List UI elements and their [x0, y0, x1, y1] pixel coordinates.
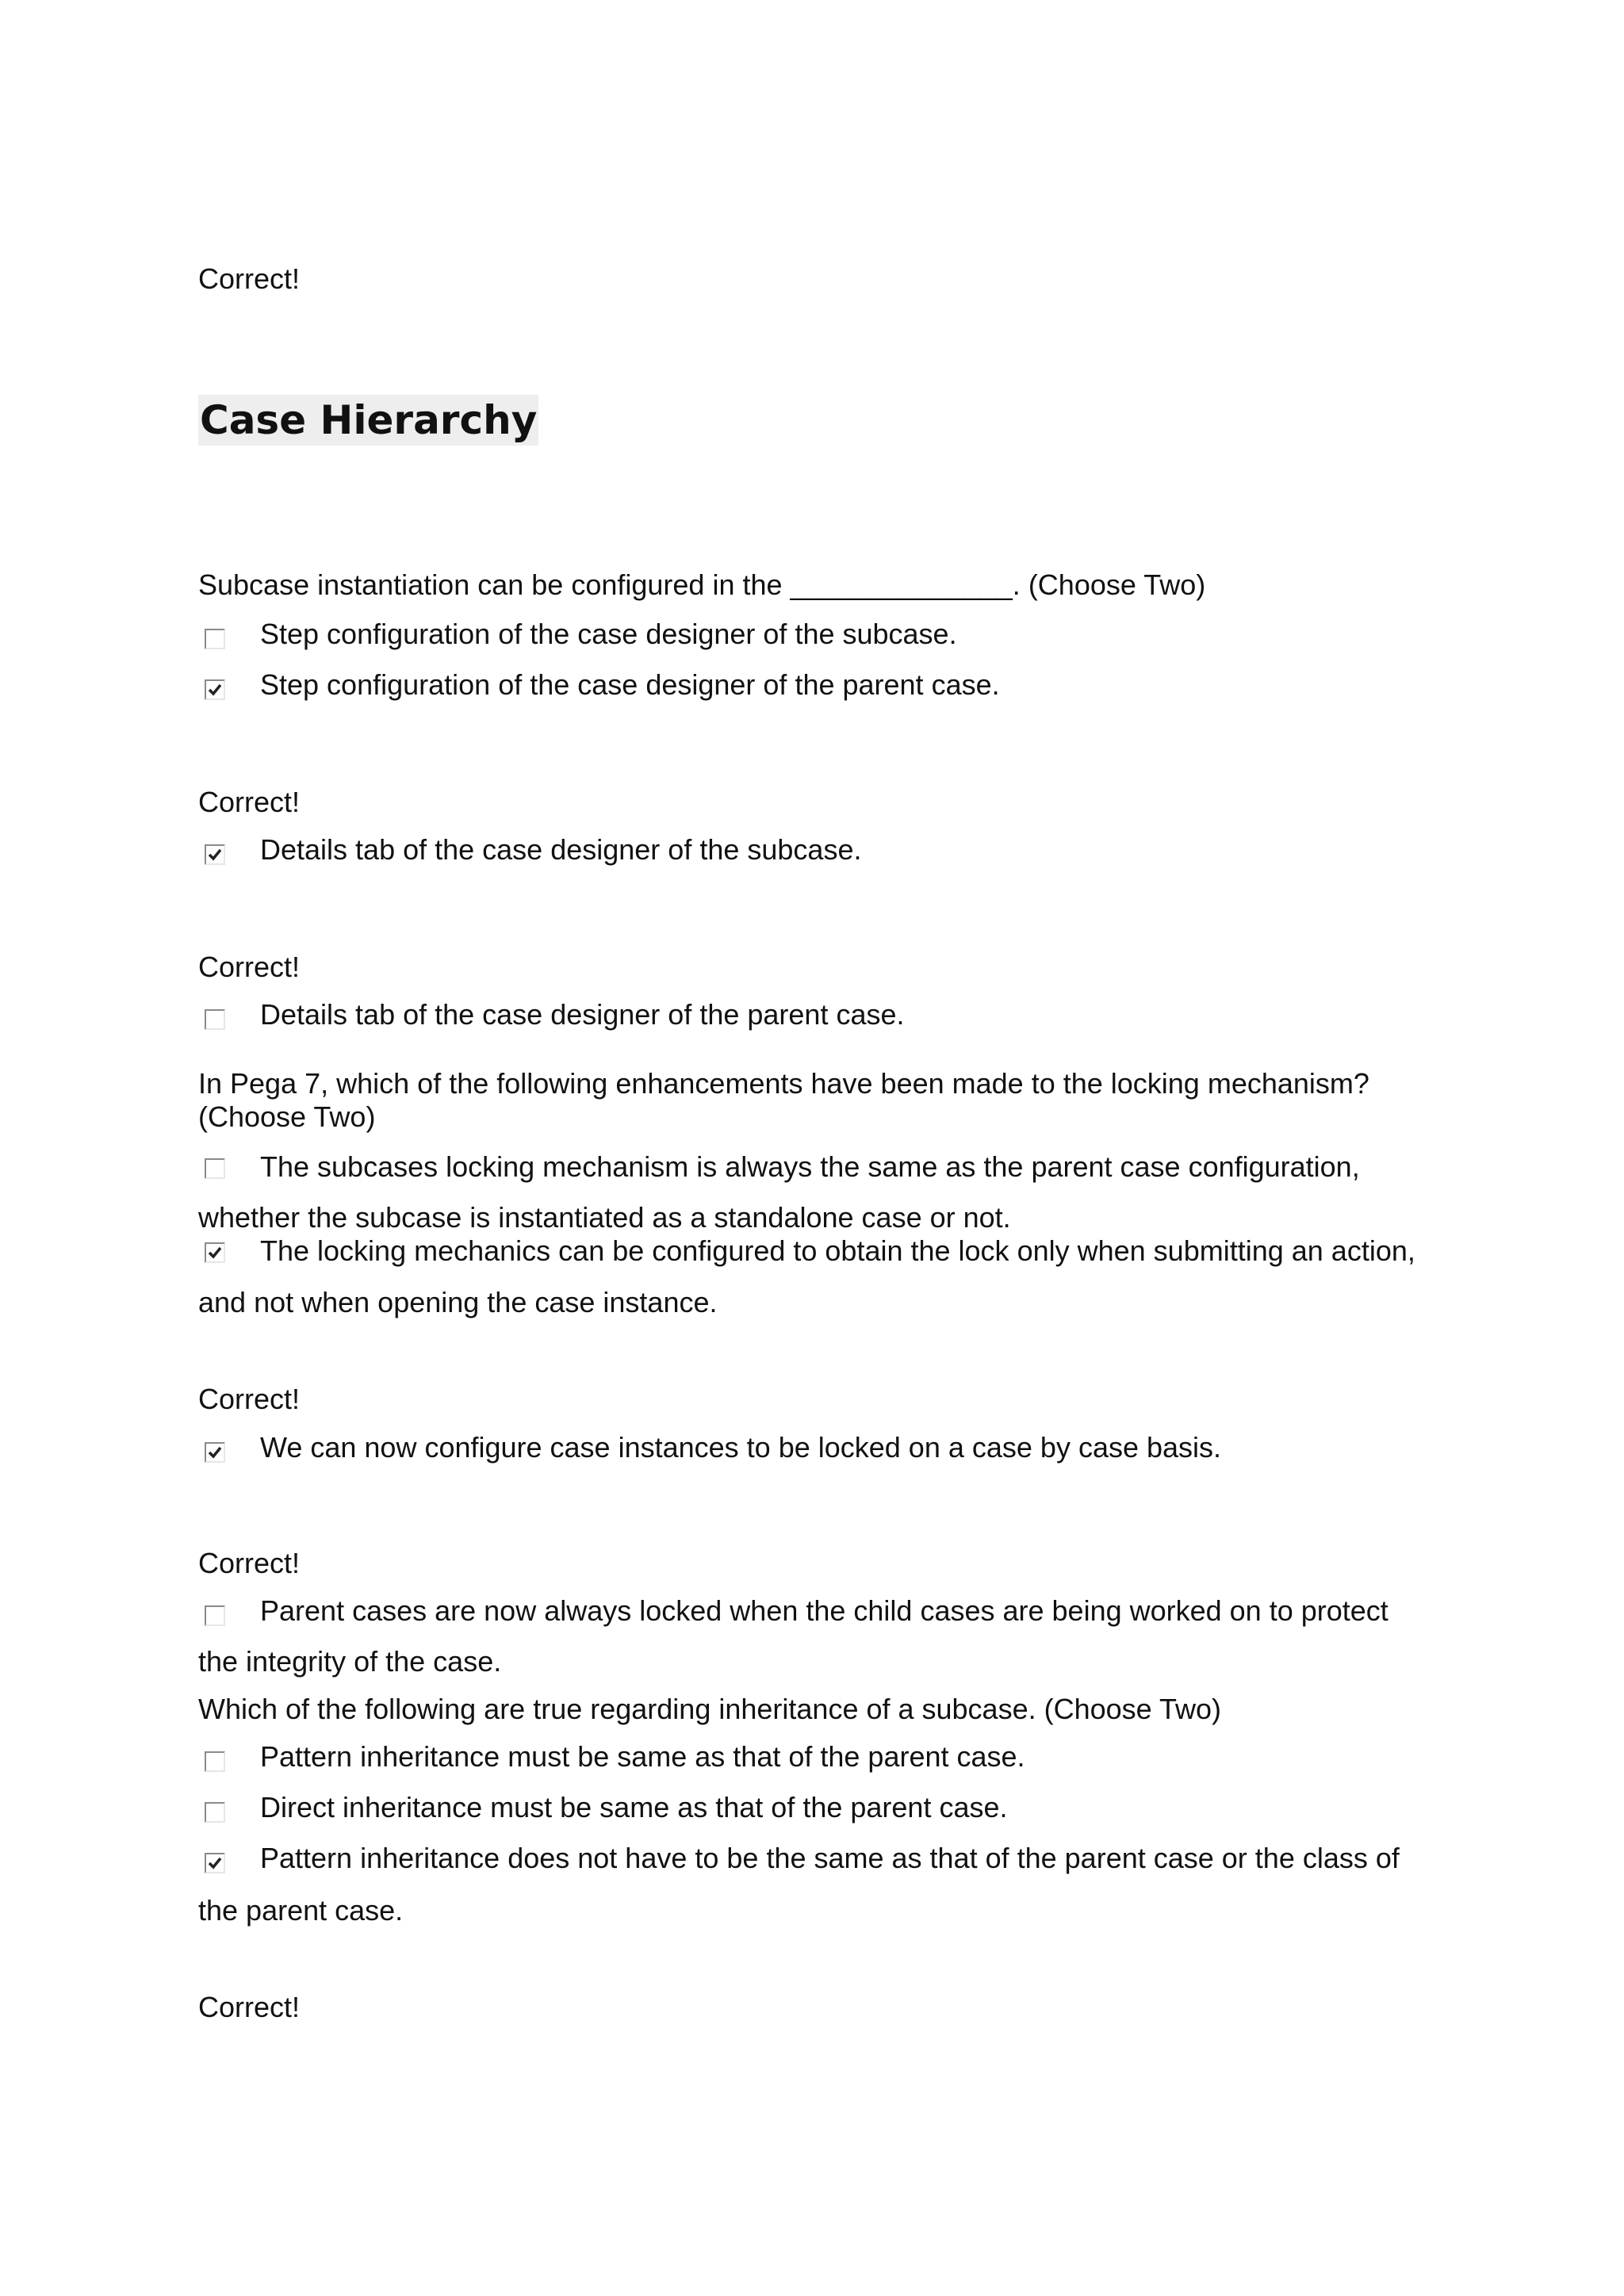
checkmark-icon: [207, 1855, 223, 1871]
q3-option-1-checkbox[interactable]: [205, 1751, 225, 1772]
q2-option-4-label-line-2: the integrity of the case.: [198, 1645, 502, 1678]
q2-option-3-checkbox[interactable]: [205, 1442, 225, 1463]
q2-option-2-label-line-2: and not when opening the case instance.: [198, 1286, 718, 1318]
q1-option-2-label: Step configuration of the case designer of the parent case.: [260, 668, 1000, 701]
q2-option-4-label-line-1: Parent cases are now always locked when the child cases are being worked on to protect: [260, 1594, 1388, 1627]
question-3-prompt: Which of the following are true regarding inheritance of a subcase. (Choose Two): [198, 1693, 1222, 1725]
question-2-prompt-line-1: In Pega 7, which of the following enhancements have been made to the locking mechanism?: [198, 1067, 1369, 1100]
question-2-prompt-line-2: (Choose Two): [198, 1100, 376, 1133]
q3-option-3-label-line-1: Pattern inheritance does not have to be the same as that of the parent case or the class of: [260, 1842, 1400, 1874]
q1-option-2-feedback: Correct!: [198, 786, 301, 818]
q3-option-3-label-line-2: the parent case.: [198, 1894, 404, 1927]
checkmark-icon: [207, 682, 223, 698]
q2-option-2-label-line-1: The locking mechanics can be configured to obtain the lock only when submitting an action,: [260, 1234, 1415, 1267]
q3-option-3-checkbox[interactable]: [205, 1853, 225, 1873]
q3-option-3-feedback: Correct!: [198, 1991, 301, 2023]
q3-option-2-label: Direct inheritance must be same as that of the parent case.: [260, 1791, 1008, 1823]
q2-option-3-label: We can now configure case instances to be locked on a case by case basis.: [260, 1431, 1222, 1464]
q3-option-1-label: Pattern inheritance must be same as that of the parent case.: [260, 1740, 1025, 1773]
q1-option-3-label: Details tab of the case designer of the subcase.: [260, 833, 862, 866]
checkmark-icon: [207, 1445, 223, 1460]
q1-option-4-label: Details tab of the case designer of the parent case.: [260, 998, 905, 1031]
q2-option-1-label-line-2: whether the subcase is instantiated as a standalone case or not.: [198, 1201, 1011, 1234]
q1-option-4-checkbox[interactable]: [205, 1009, 225, 1030]
section-title: Case Hierarchy: [198, 395, 538, 446]
q2-option-1-checkbox[interactable]: [205, 1158, 225, 1179]
q2-option-1-label-line-1: The subcases locking mechanism is always the same as the parent case configuration,: [260, 1150, 1360, 1183]
q1-option-3-feedback: Correct!: [198, 951, 301, 983]
q1-option-1-label: Step configuration of the case designer of the subcase.: [260, 618, 957, 650]
q2-option-3-feedback: Correct!: [198, 1547, 301, 1579]
q2-option-4-checkbox[interactable]: [205, 1605, 225, 1626]
checkmark-icon: [207, 1245, 223, 1261]
checkmark-icon: [207, 847, 223, 863]
q3-option-2-checkbox[interactable]: [205, 1802, 225, 1823]
q2-option-2-feedback: Correct!: [198, 1383, 301, 1415]
q2-option-2-checkbox[interactable]: [205, 1242, 225, 1263]
question-1-prompt: Subcase instantiation can be configured in the ______________. (Choose Two): [198, 568, 1206, 601]
q1-option-3-checkbox[interactable]: [205, 844, 225, 865]
q1-option-1-checkbox[interactable]: [205, 629, 225, 649]
q1-option-2-checkbox[interactable]: [205, 679, 225, 700]
feedback-text: Correct!: [198, 262, 301, 295]
